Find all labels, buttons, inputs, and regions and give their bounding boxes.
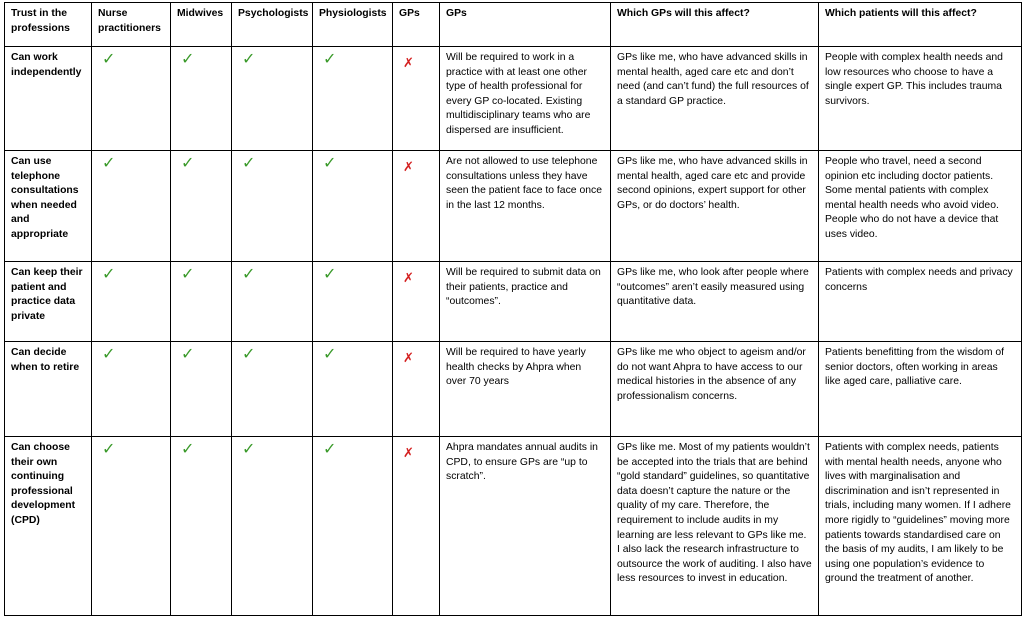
which-patients-cell: Patients with complex needs, patients with mental health needs, anyone who lives with marginalisation and discrimination and isn’t represented in trials, including many women. If I adhere more rigidly to “guidelines” moving more patients towards standardised care on the basis of my audits, I am likely to be using one population’s evidence to ground the treatment of another.: [819, 437, 1022, 616]
trust-cell: Can work independently: [5, 47, 92, 151]
table-row: [5, 47, 1022, 151]
table-row: [5, 262, 1022, 342]
tick-icon: ✓: [242, 155, 256, 172]
cross-icon: ✗: [403, 270, 414, 285]
psychologists-cell: [232, 342, 313, 437]
tick-icon: ✓: [102, 266, 116, 283]
gps-detail-cell: Will be required to submit data on their patients, practice and “outcomes”.: [440, 262, 611, 342]
gps-mark-cell: [393, 151, 440, 262]
cross-icon: ✗: [403, 55, 414, 70]
physiologists-cell: [313, 47, 393, 151]
gps-mark-cell: [393, 437, 440, 616]
tick-icon: ✓: [242, 51, 256, 68]
table-row: [5, 342, 1022, 437]
tick-icon: ✓: [181, 441, 195, 458]
tick-icon: ✓: [181, 346, 195, 363]
tick-icon: ✓: [323, 51, 337, 68]
nurse-practitioners-cell: [92, 47, 171, 151]
which-gps-cell: GPs like me, who have advanced skills in mental health, aged care etc and don’t need (and can’t fund) the full resources of a standard GP practice.: [611, 47, 819, 151]
physiologists-cell: [313, 342, 393, 437]
tick-icon: ✓: [181, 51, 195, 68]
psychologists-cell: [232, 437, 313, 616]
gps-detail-cell: Will be required to work in a practice with at least one other type of health professional for every GP co-located. Existing multidisciplinary teams who are dispersed are insufficient.: [440, 47, 611, 151]
which-gps-cell: GPs like me. Most of my patients wouldn’t be accepted into the trials that are behind “gold standard” guidelines, so quantitative data doesn’t capture the nature or the quality of my care. Therefore, the requirement to include audits in my learning are less relevant to GPs like me. I also lack the research infrastructure to outsource the work of auditing. I also have less resources to invest in education.: [611, 437, 819, 616]
header-gps-detail: GPs: [440, 3, 611, 47]
tick-icon: ✓: [242, 266, 256, 283]
tick-icon: ✓: [102, 346, 116, 363]
physiologists-cell: [313, 151, 393, 262]
tick-icon: ✓: [242, 441, 256, 458]
psychologists-cell: [232, 47, 313, 151]
which-gps-cell: GPs like me, who have advanced skills in mental health, aged care etc and provide second opinions, expert support for other GPs, or do doctors’ health.: [611, 151, 819, 262]
gps-detail-cell: Will be required to have yearly health checks by Ahpra when over 70 years: [440, 342, 611, 437]
midwives-cell: [171, 47, 232, 151]
gps-detail-cell: Ahpra mandates annual audits in CPD, to ensure GPs are “up to scratch”.: [440, 437, 611, 616]
physiologists-cell: [313, 262, 393, 342]
trust-cell: Can keep their patient and practice data private: [5, 262, 92, 342]
trust-cell: Can choose their own continuing professional development (CPD): [5, 437, 92, 616]
gps-detail-cell: Are not allowed to use telephone consultations unless they have seen the patient face to face once in the last 12 months.: [440, 151, 611, 262]
gps-mark-cell: [393, 342, 440, 437]
physiologists-cell: [313, 437, 393, 616]
nurse-practitioners-cell: [92, 151, 171, 262]
midwives-cell: [171, 151, 232, 262]
trust-cell: Can use telephone consultations when needed and appropriate: [5, 151, 92, 262]
header-midwives: Midwives: [171, 3, 232, 47]
tick-icon: ✓: [323, 346, 337, 363]
midwives-cell: [171, 342, 232, 437]
header-gps-mark: GPs: [393, 3, 440, 47]
tick-icon: ✓: [323, 441, 337, 458]
tick-icon: ✓: [181, 266, 195, 283]
tick-icon: ✓: [181, 155, 195, 172]
cross-icon: ✗: [403, 350, 414, 365]
cross-icon: ✗: [403, 445, 414, 460]
psychologists-cell: [232, 262, 313, 342]
tick-icon: ✓: [323, 266, 337, 283]
which-patients-cell: Patients with complex needs and privacy concerns: [819, 262, 1022, 342]
tick-icon: ✓: [102, 51, 116, 68]
header-which-gps: Which GPs will this affect?: [611, 3, 819, 47]
gps-mark-cell: [393, 262, 440, 342]
header-psychologists: Psychologists: [232, 3, 313, 47]
gps-mark-cell: [393, 47, 440, 151]
header-trust: Trust in the professions: [5, 3, 92, 47]
which-patients-cell: Patients benefitting from the wisdom of senior doctors, often working in areas like aged care, palliative care.: [819, 342, 1022, 437]
midwives-cell: [171, 262, 232, 342]
table-row: [5, 437, 1022, 616]
tick-icon: ✓: [102, 155, 116, 172]
which-patients-cell: People who travel, need a second opinion etc including doctor patients. Some mental patients with complex mental health needs who avoid video. People who do not have a device that uses video.: [819, 151, 1022, 262]
tick-icon: ✓: [102, 441, 116, 458]
nurse-practitioners-cell: [92, 262, 171, 342]
cross-icon: ✗: [403, 159, 414, 174]
trust-comparison-table: [4, 2, 1022, 616]
trust-cell: Can decide when to retire: [5, 342, 92, 437]
tick-icon: ✓: [323, 155, 337, 172]
which-gps-cell: GPs like me who object to ageism and/or do not want Ahpra to have access to our medical histories in the absence of any professionalism concerns.: [611, 342, 819, 437]
header-physiologists: Physiologists: [313, 3, 393, 47]
header-row: [5, 3, 1022, 47]
header-nurse-practitioners: Nurse practitioners: [92, 3, 171, 47]
midwives-cell: [171, 437, 232, 616]
header-which-patients: Which patients will this affect?: [819, 3, 1022, 47]
nurse-practitioners-cell: [92, 437, 171, 616]
which-gps-cell: GPs like me, who look after people where “outcomes” aren’t easily measured using quantitative data.: [611, 262, 819, 342]
nurse-practitioners-cell: [92, 342, 171, 437]
which-patients-cell: People with complex health needs and low resources who choose to have a single expert GP. This includes trauma survivors.: [819, 47, 1022, 151]
psychologists-cell: [232, 151, 313, 262]
table-row: [5, 151, 1022, 262]
tick-icon: ✓: [242, 346, 256, 363]
